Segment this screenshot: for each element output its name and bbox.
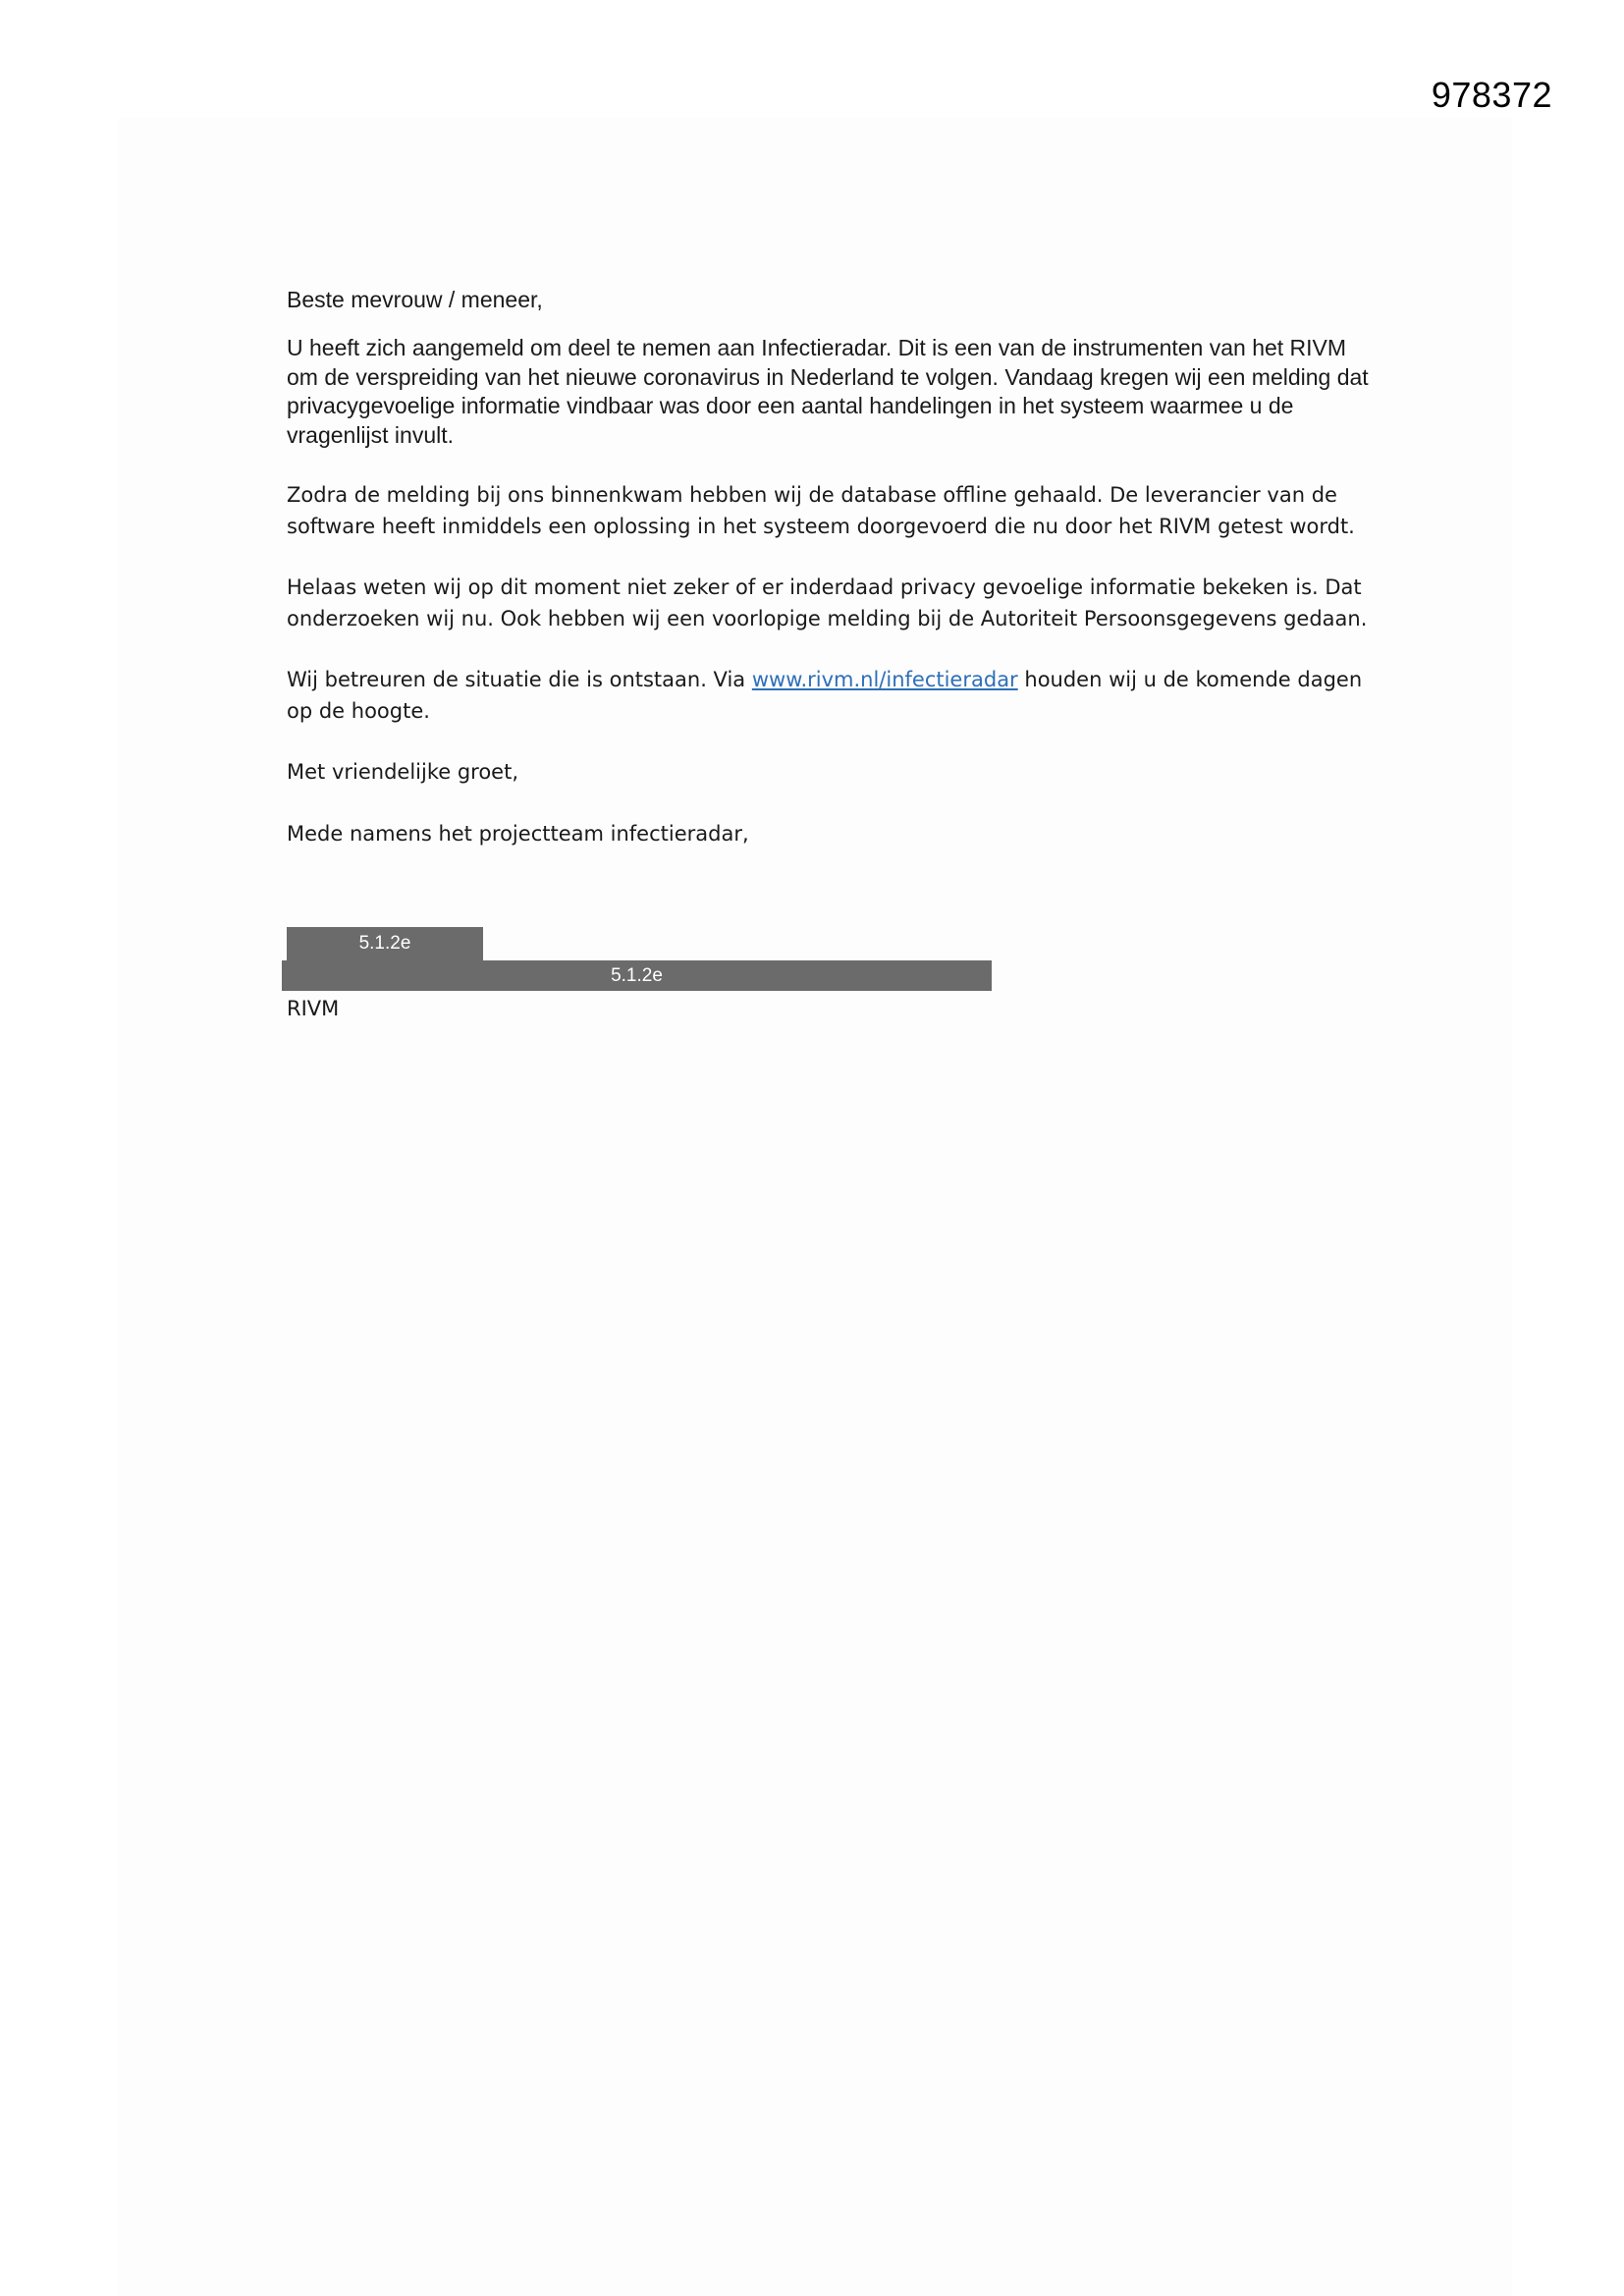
- team-line: Mede namens het projectteam infectieradar,: [287, 821, 749, 846]
- letter-body: [287, 285, 1377, 849]
- paragraph-updates-text-start: Wij betreuren de situatie die is ontstaan. Via: [287, 668, 752, 691]
- redaction-block-details: 5.1.2e: [282, 960, 992, 991]
- paragraph-database-offline: Zodra de melding bij ons binnenkwam hebben wij de database offline gehaald. De leverancier van de software heeft inmiddels een oplossing in het systeem doorgevoerd die nu door het RIVM getest wordt.: [287, 483, 1355, 538]
- paragraph-registration: U heeft zich aangemeld om deel te nemen aan Infectieradar. Dit is een van de instrumenten van het RIVM om de verspreiding van het nieuwe coronavirus in Nederland te volgen. Vandaag kregen wij een melding dat privacygevoelige informatie vindbaar was door een aantal handelingen in het systeem waarmee u de vragenlijst invult.: [287, 335, 1369, 448]
- document-number: 978372: [1431, 75, 1552, 115]
- closing-greeting: Met vriendelijke groet,: [287, 760, 519, 784]
- redaction-block-name: 5.1.2e: [287, 927, 483, 960]
- paragraph-investigation: Helaas weten wij op dit moment niet zeker of er inderdaad privacy gevoelige informatie bekeken is. Dat onderzoeken wij nu. Ook hebben wij een voorlopige melding bij de Autoriteit Persoonsgegevens gedaan.: [287, 575, 1368, 630]
- salutation: Beste mevrouw / meneer,: [287, 287, 543, 312]
- paragraph-updates-text-end: houden wij u de komende dagen op de hoogte.: [287, 668, 1363, 723]
- infectieradar-link[interactable]: www.rivm.nl/infectieradar: [751, 668, 1018, 691]
- paragraph-updates: [287, 665, 1377, 727]
- signoff-organisation: RIVM: [287, 997, 340, 1020]
